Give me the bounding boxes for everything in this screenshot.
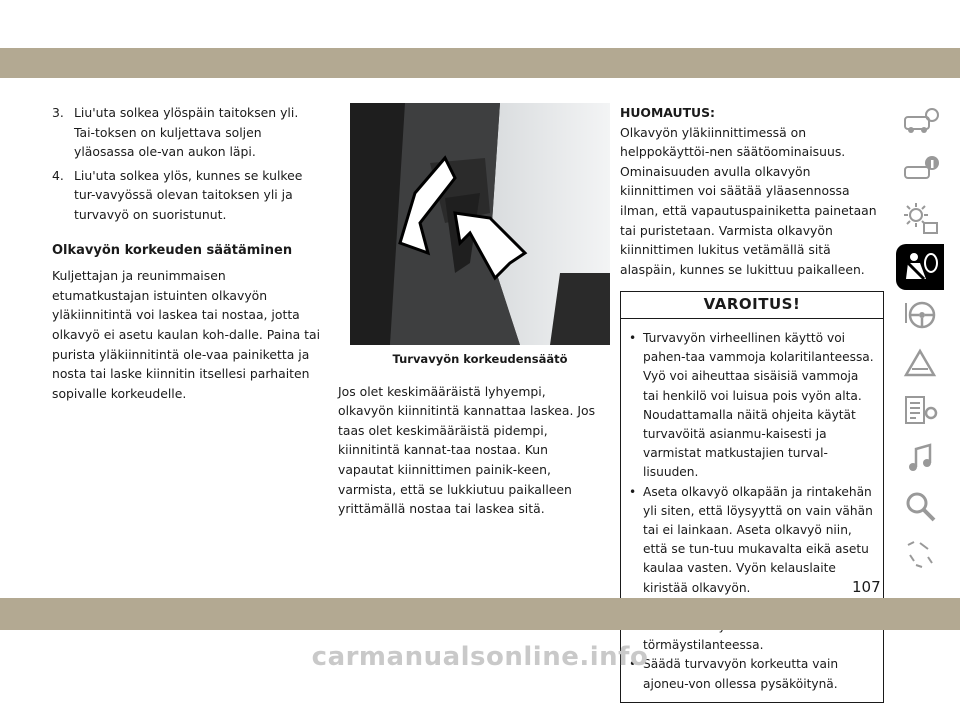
page-number: 107 bbox=[852, 578, 881, 596]
left-column bbox=[52, 103, 322, 403]
tab-car-info[interactable] bbox=[896, 100, 944, 146]
maintenance-list-icon bbox=[902, 393, 940, 429]
tab-steering-wheel[interactable] bbox=[896, 292, 944, 338]
figure-caption: Turvavyön korkeudensäätö bbox=[392, 352, 568, 366]
warning-item: • törmäystilanteessa. bbox=[629, 598, 875, 656]
warning-item: • Aseta olkavyö olkapään ja rintakehän yli siten, että löysyyttä on vain vähän tai ei lainkaan. Aseta olkavyö niin, että se tun-tuu mukavalta eikä asetu kaulaa vasten. Vyön kelauslaite kiristää olkavyön. bbox=[629, 483, 875, 598]
middle-paragraph: Jos olet keskimääräistä lyhyempi, olkavyön kiinnitintä kannattaa laskea. Jos taas olet keskimääräistä pidempi, kiinnitintä kannat-taa nostaa. Kun vapautat kiinnittimen painik-keen, varmista, että se lukkiutuu paikalleen yrittämällä nostaa tai laskea sitä. bbox=[338, 383, 596, 517]
step-number: 4. bbox=[52, 167, 64, 183]
search-icon bbox=[902, 489, 940, 525]
header-band bbox=[0, 48, 960, 78]
car-info-icon bbox=[902, 105, 940, 141]
step-text: Liu'uta solkea ylös, kunnes se kulkee tur-vavyössä olevan taitoksen yli ja turvavyö on suoristunut. bbox=[74, 167, 303, 222]
note-paragraph: Olkavyön yläkiinnittimessä on helppokäyttöi-nen säätöominaisuus. Ominaisuuden avulla olkavyön kiinnittimen voi säätää yläasennossa ilman, että vapautuspainiketta painetaan tai puristetaan. Varmista olkavyön kiinnittimen lukitus vetämällä sitä alaspäin, kunnes se lukittuu paikalleen. bbox=[620, 124, 877, 277]
seatbelt-airbag-icon bbox=[902, 249, 940, 285]
tab-roadside[interactable] bbox=[896, 340, 944, 386]
step-number: 3. bbox=[52, 105, 64, 120]
tab-multimedia[interactable] bbox=[896, 436, 944, 482]
chapter-tabs bbox=[896, 100, 948, 580]
section-paragraph: Kuljettajan ja reunimmaisen etumatkustajan istuinten olkavyön yläkiinnitintä voi laskea tai nostaa, jotta olkavyö ei asetu kaulan koh-dalle. Paina tai purista yläkiinnitintä ole-vaa painiketta ja nosta tai laske kiinnitin itsellesi parhaiten sopivalle korkeudelle. bbox=[52, 268, 321, 401]
steering-wheel-icon bbox=[902, 297, 940, 333]
multimedia-icon bbox=[902, 441, 940, 477]
tab-warning-lights[interactable] bbox=[896, 196, 944, 242]
watermark: carmanualsonline.info bbox=[311, 642, 649, 672]
index-letters-icon bbox=[902, 537, 940, 573]
seatbelt-height-photo bbox=[350, 103, 610, 345]
section-heading: Olkavyön korkeuden säätäminen bbox=[52, 242, 293, 258]
note-title: HUOMAUTUS: bbox=[620, 105, 715, 120]
step-item bbox=[52, 103, 322, 162]
step-text: Liu'uta solkea ylöspäin taitoksen yli. Tai-toksen on kuljettava soljen yläosassa ole-van aukon läpi. bbox=[74, 105, 299, 160]
car-info-i-icon bbox=[902, 153, 940, 189]
roadside-warning-icon bbox=[902, 345, 940, 381]
warning-lights-icon bbox=[902, 201, 940, 237]
warning-list bbox=[629, 329, 875, 694]
step-item bbox=[52, 166, 322, 225]
warning-item: • Turvavyön virheellinen käyttö voi pahen-taa vammoja kolaritilanteessa. Vyö voi aiheuttaa sisäisiä vammoja tai henkilö voi luisua pois vyön alta. Noudattamalla näitä ohjeita käytät turvavöitä asianmu-kaisesti ja varmistat matkustajien turval-lisuuden. bbox=[629, 329, 875, 483]
warning-item: • Säädä turvavyön korkeutta vain ajoneu-von ollessa pysäköitynä. bbox=[629, 655, 875, 693]
footer-band bbox=[0, 598, 960, 630]
tab-car-i[interactable] bbox=[896, 148, 944, 194]
tab-seatbelt-airbag[interactable] bbox=[896, 244, 944, 290]
warning-title: VAROITUS! bbox=[621, 292, 883, 319]
tab-maintenance[interactable] bbox=[896, 388, 944, 434]
tab-index[interactable] bbox=[896, 532, 944, 578]
steps-list bbox=[52, 103, 322, 225]
tab-search[interactable] bbox=[896, 484, 944, 530]
middle-column bbox=[338, 103, 603, 519]
